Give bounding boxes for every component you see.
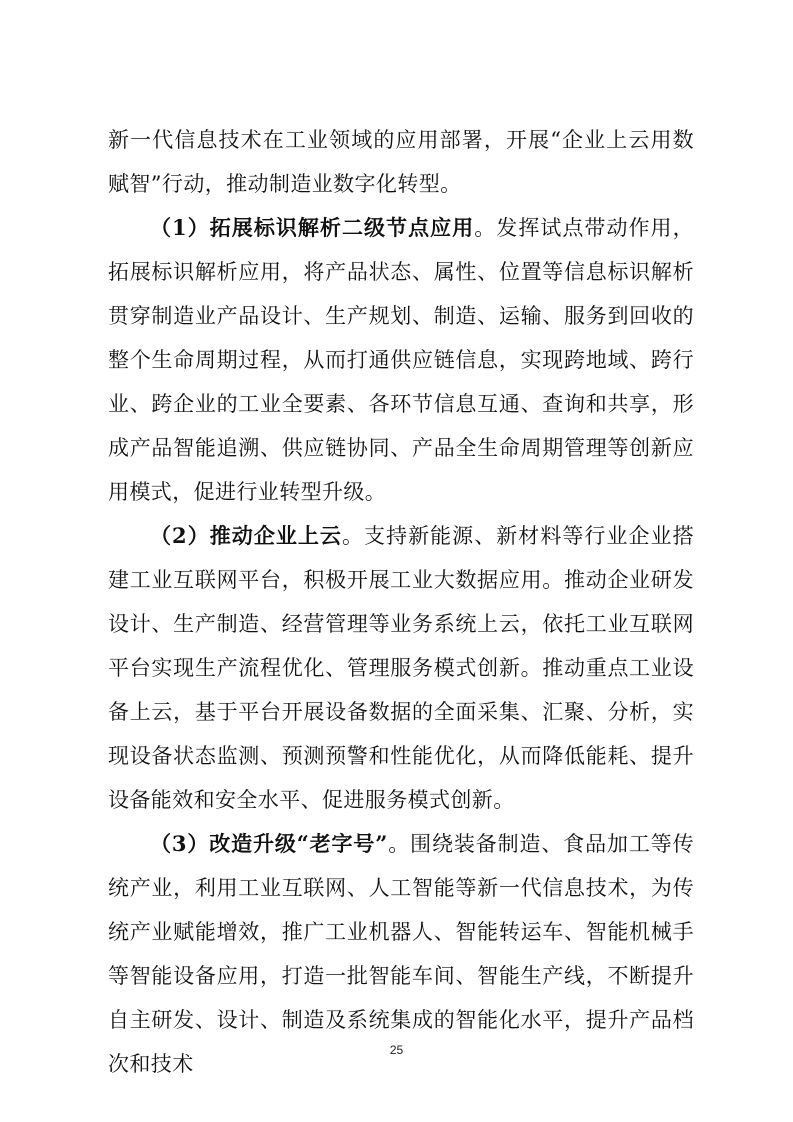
paragraph-text: 。围绕装备制造、食品加工等传统产业，利用工业互联网、人工智能等新一代信息技术，为传统产业赋能增效，推广工业机器人、智能转运车、智能机械手等智能设备应用，打造一批智能车间、智能生产线，不断提升自主研发、设计、制造及系统集成的智能化水平，提升产品档次和技术 (108, 832, 694, 1076)
section-heading: （3）改造升级“老字号” (150, 831, 388, 856)
page-number: 25 (389, 1043, 404, 1057)
paragraph-text: 。发挥试点带动作用，拓展标识解析应用，将产品状态、属性、位置等信息标识解析贯穿制造业产品设计、生产规划、制造、运输、服务到回收的整个生命周期过程，从而打通供应链信息，实现跨地域、跨行业、跨企业的工业全要素、各环节信息互通、查询和共享，形成产品智能追溯、供应链协同、产品全生命周期管理等创新应用模式，促进行业转型升级。 (108, 216, 694, 504)
paragraph-text: 新一代信息技术在工业领域的应用部署，开展“企业上云用数赋智”行动，推动制造业数字化转型。 (108, 128, 694, 196)
document-body (108, 118, 694, 1086)
section-heading: （1）拓展标识解析二级节点应用 (150, 215, 475, 240)
section-heading: （2）推动企业上云 (150, 523, 342, 548)
paragraph-section-1 (108, 206, 694, 514)
paragraph-section-2 (108, 514, 694, 822)
paragraph-intro (108, 118, 694, 206)
paragraph-text: 。支持新能源、新材料等行业企业搭建工业互联网平台，积极开展工业大数据应用。推动企业研发设计、生产制造、经营管理等业务系统上云，依托工业互联网平台实现生产流程优化、管理服务模式创新。推动重点工业设备上云，基于平台开展设备数据的全面采集、汇聚、分析，实现设备状态监测、预测预警和性能优化，从而降低能耗、提升设备能效和安全水平、促进服务模式创新。 (108, 524, 694, 812)
